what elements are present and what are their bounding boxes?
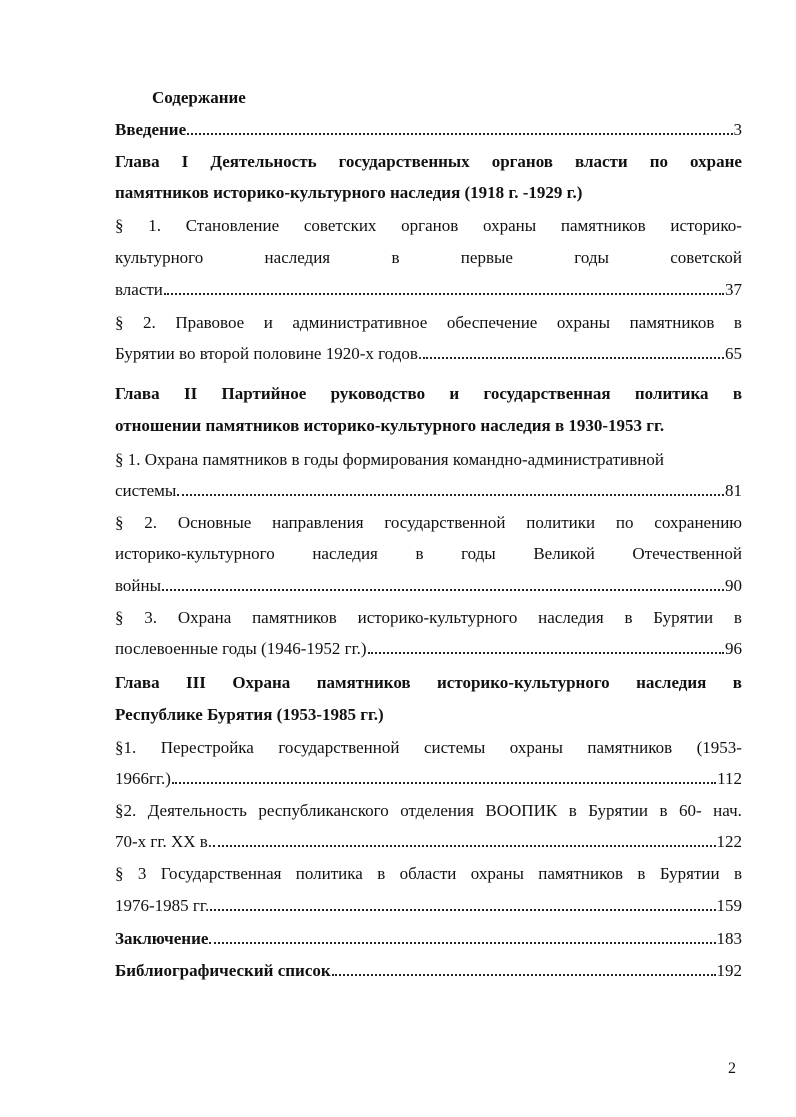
word: Правовое: [175, 313, 245, 332]
word: Охрана: [177, 608, 232, 627]
toc-chapter-2-line1[interactable]: [115, 382, 742, 406]
word: в: [391, 248, 400, 267]
toc-entry-title: Бурятии во второй половине 1920-х годов.: [115, 344, 423, 363]
toc-entry-title: послевоенные годы (1946-1952 гг.): [115, 639, 367, 658]
word: 2.: [143, 313, 156, 332]
toc-entry-title: войны: [115, 576, 162, 595]
toc-chapter-1-line2[interactable]: памятников историко-культурного наследия (1918 г. -1929 г.): [115, 183, 583, 202]
word: в: [377, 864, 386, 883]
toc-entry-title: Введение: [115, 120, 187, 139]
word: §: [115, 216, 124, 235]
word: охраны: [509, 738, 563, 757]
word: 3.: [144, 608, 158, 627]
toc-page-number: 90: [725, 576, 742, 595]
word: II: [183, 384, 198, 403]
toc-entry-title: 1966гг.): [115, 769, 171, 788]
word: охране: [690, 152, 742, 171]
word: Государственная: [160, 864, 282, 883]
toc-section-2-2-line3[interactable]: [115, 574, 742, 598]
word: в: [733, 864, 742, 883]
toc-entry-title: 70-х гг. XX в.: [115, 832, 213, 851]
toc-section-1-1-line3[interactable]: [115, 278, 742, 302]
word: органов: [491, 152, 553, 171]
word: по: [649, 152, 668, 171]
word: Становление: [185, 216, 280, 235]
word: §: [115, 608, 124, 627]
word: III: [186, 673, 206, 692]
word: историко-культурного: [437, 673, 610, 692]
toc-section-2-3-line1[interactable]: [115, 606, 742, 630]
word: Глава: [115, 673, 160, 692]
dot-leader: [187, 133, 732, 135]
word: историко-: [670, 216, 742, 235]
word: системы: [423, 738, 486, 757]
word: в: [568, 801, 577, 820]
word: государственной: [278, 738, 400, 757]
word: в: [732, 673, 742, 692]
toc-section-1-2-line2[interactable]: [115, 342, 742, 366]
word: §: [115, 313, 124, 332]
toc-page-number: 65: [725, 344, 742, 363]
toc-page-number: 81: [725, 481, 742, 500]
word: историко-культурного: [357, 608, 518, 627]
word: государственная: [483, 384, 611, 403]
word: наследия: [636, 673, 707, 692]
word: Великой: [533, 544, 595, 563]
word: культурного: [115, 248, 204, 267]
word: Отечественной: [632, 544, 742, 563]
toc-section-2-1-line2[interactable]: [115, 479, 742, 503]
toc-page-number: 122: [716, 832, 742, 851]
toc-chapter-2-line2[interactable]: отношении памятников историко-культурного наследия в 1930-1953 гг.: [115, 416, 665, 435]
word: государственной: [384, 513, 506, 532]
word: органов: [401, 216, 459, 235]
page-number: 2: [728, 1060, 736, 1077]
toc-section-2-3-line2[interactable]: [115, 637, 742, 661]
toc-page-number: 183: [716, 929, 742, 948]
word: Партийное: [221, 384, 307, 403]
word: в: [624, 608, 633, 627]
word: Охрана: [232, 673, 291, 692]
word: советских: [303, 216, 377, 235]
word: наследия: [538, 608, 604, 627]
toc-intro[interactable]: [115, 118, 742, 142]
toc-page-number: 37: [725, 280, 742, 299]
dot-leader: [177, 494, 724, 496]
word: Глава: [115, 152, 160, 171]
dot-leader: [210, 909, 715, 911]
toc-bibliography[interactable]: [115, 959, 742, 983]
word: советской: [670, 248, 742, 267]
word: направления: [272, 513, 364, 532]
word: охраны: [483, 216, 537, 235]
word: памятников: [560, 216, 646, 235]
word: §1.: [115, 738, 137, 757]
word: 2.: [144, 513, 158, 532]
dot-leader: [164, 293, 724, 295]
word: государственных: [338, 152, 470, 171]
word: 1.: [148, 216, 161, 235]
toc-entry-title: Библиографический список: [115, 961, 331, 980]
word: (1953-: [696, 738, 742, 757]
word: наследия: [312, 544, 378, 563]
dot-leader: [213, 845, 715, 847]
toc-entry-title: 1976-1985 гг.: [115, 896, 210, 915]
toc-section-2-1-line1[interactable]: § 1. Охрана памятников в годы формирования командно-административной: [115, 450, 664, 469]
toc-section-3-2-line1[interactable]: [115, 799, 742, 823]
toc-section-3-3-line2[interactable]: [115, 894, 742, 918]
word: сохранению: [654, 513, 742, 532]
toc-entry-title: системы: [115, 481, 177, 500]
word: Бурятии: [588, 801, 648, 820]
word: 3: [137, 864, 147, 883]
toc-entry-title: власти: [115, 280, 163, 299]
toc-page-number: 96: [725, 639, 742, 658]
toc-chapter-1-line1[interactable]: [115, 150, 742, 174]
toc-conclusion[interactable]: [115, 927, 742, 951]
toc-section-2-2-line1[interactable]: [115, 511, 742, 535]
dot-leader: [209, 942, 715, 944]
word: памятников: [538, 864, 624, 883]
word: памятников: [252, 608, 337, 627]
toc-page-number: 112: [717, 769, 742, 788]
toc-section-2-2-line2[interactable]: [115, 542, 742, 566]
word: в: [733, 608, 742, 627]
word: по: [615, 513, 634, 532]
word: §: [115, 864, 124, 883]
dot-leader: [368, 652, 724, 654]
word: Перестройка: [160, 738, 254, 757]
word: в: [732, 384, 742, 403]
word: в: [637, 864, 646, 883]
word: Глава: [115, 384, 160, 403]
word: власти: [574, 152, 628, 171]
word: нач.: [713, 801, 742, 820]
word: политики: [526, 513, 596, 532]
word: Деятельность: [147, 801, 247, 820]
word: Бурятии: [659, 864, 720, 883]
toc-section-3-1-line2[interactable]: [115, 767, 742, 791]
word: 60-: [679, 801, 702, 820]
dot-leader: [172, 782, 716, 784]
toc-section-1-2-line1[interactable]: [115, 311, 742, 335]
word: Основные: [177, 513, 252, 532]
word: в: [733, 313, 742, 332]
word: годы: [574, 248, 609, 267]
toc-page-number: 159: [716, 896, 742, 915]
word: в: [659, 801, 668, 820]
word: памятников: [587, 738, 673, 757]
toc-chapter-3-line1[interactable]: [115, 671, 742, 695]
word: руководство: [330, 384, 426, 403]
word: и: [263, 313, 273, 332]
word: и: [449, 384, 460, 403]
toc-section-3-1-line1[interactable]: [115, 736, 742, 760]
dot-leader: [423, 357, 724, 359]
word: области: [399, 864, 457, 883]
page-title: Содержание: [152, 88, 246, 107]
word: политика: [295, 864, 363, 883]
toc-section-1-1-line2[interactable]: [115, 246, 742, 270]
dot-leader: [332, 974, 716, 976]
toc-section-3-3-line1[interactable]: [115, 862, 742, 886]
word: республиканского: [258, 801, 389, 820]
word: ВООПИК: [485, 801, 558, 820]
word: I: [181, 152, 189, 171]
word: Деятельность: [210, 152, 317, 171]
word: памятников: [629, 313, 715, 332]
word: обеспечение: [446, 313, 538, 332]
word: §: [115, 513, 124, 532]
word: первые: [460, 248, 513, 267]
word: Бурятии: [653, 608, 714, 627]
word: наследия: [264, 248, 331, 267]
word: административное: [292, 313, 428, 332]
word: годы: [461, 544, 496, 563]
toc-page-number: 3: [733, 120, 742, 139]
word: в: [415, 544, 424, 563]
toc-section-3-2-line2[interactable]: [115, 830, 742, 854]
toc-page-number: 192: [716, 961, 742, 980]
toc-section-1-1-line1[interactable]: [115, 214, 742, 238]
toc-entry-title: Заключение: [115, 929, 209, 948]
word: историко-культурного: [115, 544, 275, 563]
word: памятников: [316, 673, 411, 692]
dot-leader: [162, 589, 724, 591]
word: отделения: [400, 801, 474, 820]
word: политика: [634, 384, 709, 403]
word: охраны: [470, 864, 524, 883]
word: охраны: [556, 313, 611, 332]
word: §2.: [115, 801, 137, 820]
toc-chapter-3-line2[interactable]: Республике Бурятия (1953-1985 гг.): [115, 705, 384, 724]
